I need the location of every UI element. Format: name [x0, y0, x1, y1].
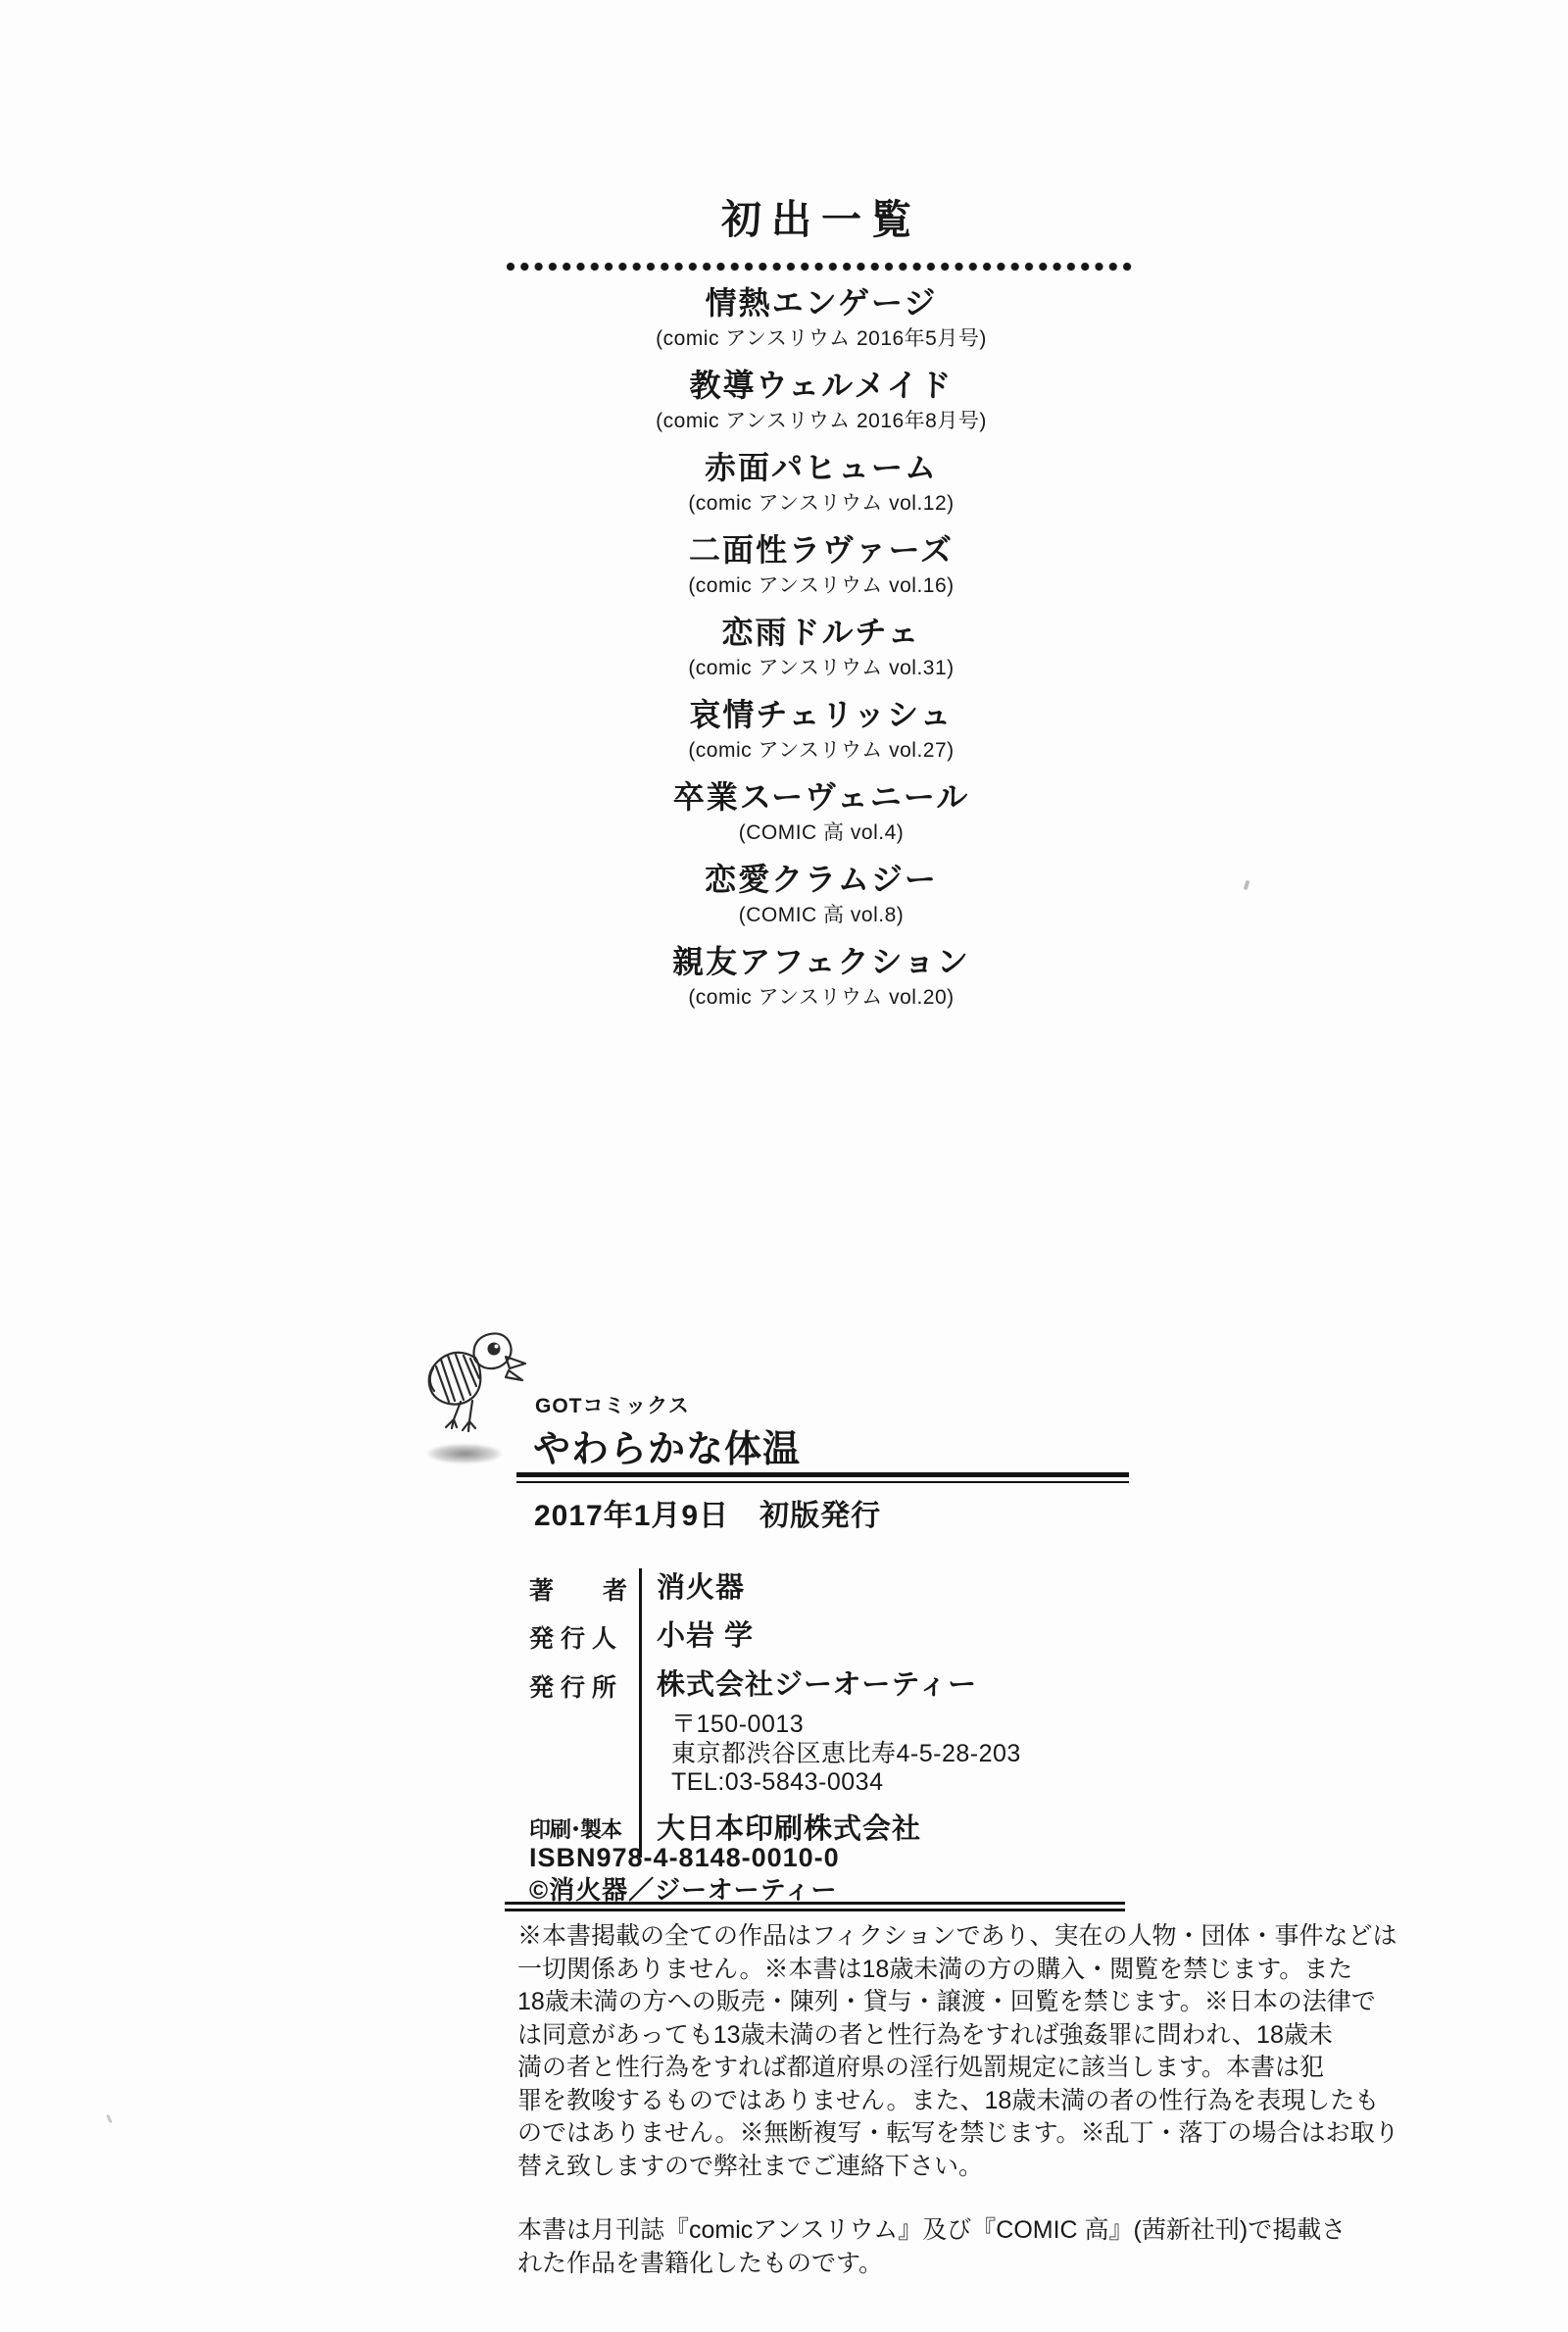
- work-source: (COMIC 高 vol.4): [738, 821, 905, 844]
- credit-value-publishing-house: [639, 1665, 1156, 1810]
- work-source: (COMIC 高 vol.8): [738, 904, 905, 926]
- publisher-name: 株式会社ジーオーティー: [657, 1668, 978, 1701]
- credit-label-publisher-person: 発 行 人: [529, 1625, 616, 1654]
- work-title: 恋愛クラムジー: [705, 862, 938, 897]
- work-title: 赤面パヒューム: [704, 450, 938, 485]
- isbn: ISBN978-4-8148-0010-0: [529, 1843, 840, 1872]
- edition-date: 2017年1月9日 初版発行: [534, 1500, 882, 1532]
- work-source: (comic アンスリウム vol.16): [688, 574, 955, 597]
- credit-value-publisher-person: 小岩 学: [639, 1616, 1156, 1664]
- logo-shadow: [427, 1444, 502, 1464]
- list-item: [672, 946, 970, 1008]
- disclaimer-line: 一切関係ありません。※本書は18歳未満の方の購入・閲覧を禁じます。また: [517, 1955, 1353, 1983]
- list-item: [656, 287, 987, 349]
- page-title: 初出一覧: [721, 197, 921, 242]
- publisher-address: [657, 1711, 1156, 1798]
- work-source: (comic アンスリウム vol.31): [688, 657, 955, 679]
- list-item: [673, 781, 969, 843]
- note-line: れた作品を書籍化したものです。: [517, 2250, 884, 2277]
- disclaimer-line: 満の者と性行為をすれば都道府県の淫行処罰規定に該当します。本書は犯: [517, 2054, 1325, 2081]
- title-rule: [516, 1472, 1129, 1483]
- serialization-note: [517, 2213, 1346, 2280]
- work-source: (comic アンスリウム vol.27): [688, 739, 955, 762]
- work-source: (comic アンスリウム 2016年5月号): [656, 327, 987, 350]
- credits-table: [529, 1568, 1156, 1858]
- list-item: [705, 864, 938, 925]
- list-item: [656, 370, 987, 431]
- work-source: (comic アンスリウム vol.20): [688, 986, 955, 1009]
- work-title: 二面性ラヴァーズ: [688, 532, 955, 568]
- dotted-divider: [506, 261, 1134, 273]
- imprint-label: GOTコミックス: [535, 1395, 690, 1417]
- credit-label-author: 著 者: [529, 1577, 628, 1605]
- postal-code: 〒150-0013: [671, 1711, 805, 1739]
- disclaimer-line: 18歳未満の方への販売・陳列・貸与・譲渡・回覧を禁じます。※日本の法律で: [517, 1988, 1376, 2015]
- disclaimer-line: は同意があっても13歳未満の者と性行為をすれば強姦罪に問われ、18歳未: [517, 2020, 1333, 2049]
- work-title: 哀情チェリッシュ: [689, 697, 954, 732]
- phone-line: TEL:03-5843-0034: [671, 1768, 884, 1797]
- copyright: ©消火器／ジーオーティー: [529, 1875, 838, 1905]
- book-title: やわらかな体温: [533, 1429, 802, 1470]
- credit-label-printer: 印刷･製本: [529, 1816, 622, 1842]
- disclaimer-line: ※本書掲載の全ての作品はフィクションであり、実在の人物・団体・事件などは: [517, 1922, 1397, 1950]
- first-publication-list: [468, 287, 1174, 1008]
- work-title: 恋雨ドルチェ: [721, 615, 921, 650]
- disclaimer-line: のではありません。※無断複写・転写を禁じます。※乱丁・落丁の場合はお取り: [517, 2119, 1399, 2147]
- work-title: 教導ウェルメイド: [689, 368, 954, 403]
- list-item: [688, 534, 954, 596]
- scan-speckle: [1244, 880, 1250, 891]
- address-line: 東京都渋谷区恵比寿4-5-28-203: [671, 1739, 1021, 1767]
- disclaimer-line: 罪を教唆するものではありません。また、18歳未満の者の性行為を表現したも: [517, 2086, 1380, 2114]
- list-item: [688, 452, 954, 514]
- work-title: 親友アフェクション: [672, 944, 970, 979]
- note-line: 本書は月刊誌『comicアンスリウム』及び『COMIC 高』(茜新社刊)で掲載さ: [517, 2216, 1347, 2244]
- work-source: (comic アンスリウム 2016年8月号): [656, 410, 987, 432]
- work-title: 卒業スーヴェニール: [672, 779, 970, 815]
- credit-value-printer: 大日本印刷株式会社: [639, 1810, 1156, 1858]
- list-item: [688, 699, 954, 761]
- list-item: [688, 617, 954, 678]
- notice-rule: [505, 1902, 1125, 1911]
- disclaimer-line: 替え致しますので弊社までご連絡下さい。: [517, 2152, 984, 2180]
- credit-label-publishing-house: 発 行 所: [529, 1673, 616, 1702]
- bird-doodle-icon: [419, 1329, 529, 1438]
- work-title: 情熱エンゲージ: [705, 285, 938, 321]
- legal-disclaimer: [517, 1920, 1399, 2183]
- credit-value-author: 消火器: [639, 1568, 1156, 1616]
- work-source: (comic アンスリウム vol.12): [688, 492, 955, 515]
- scan-speckle: [106, 2114, 113, 2123]
